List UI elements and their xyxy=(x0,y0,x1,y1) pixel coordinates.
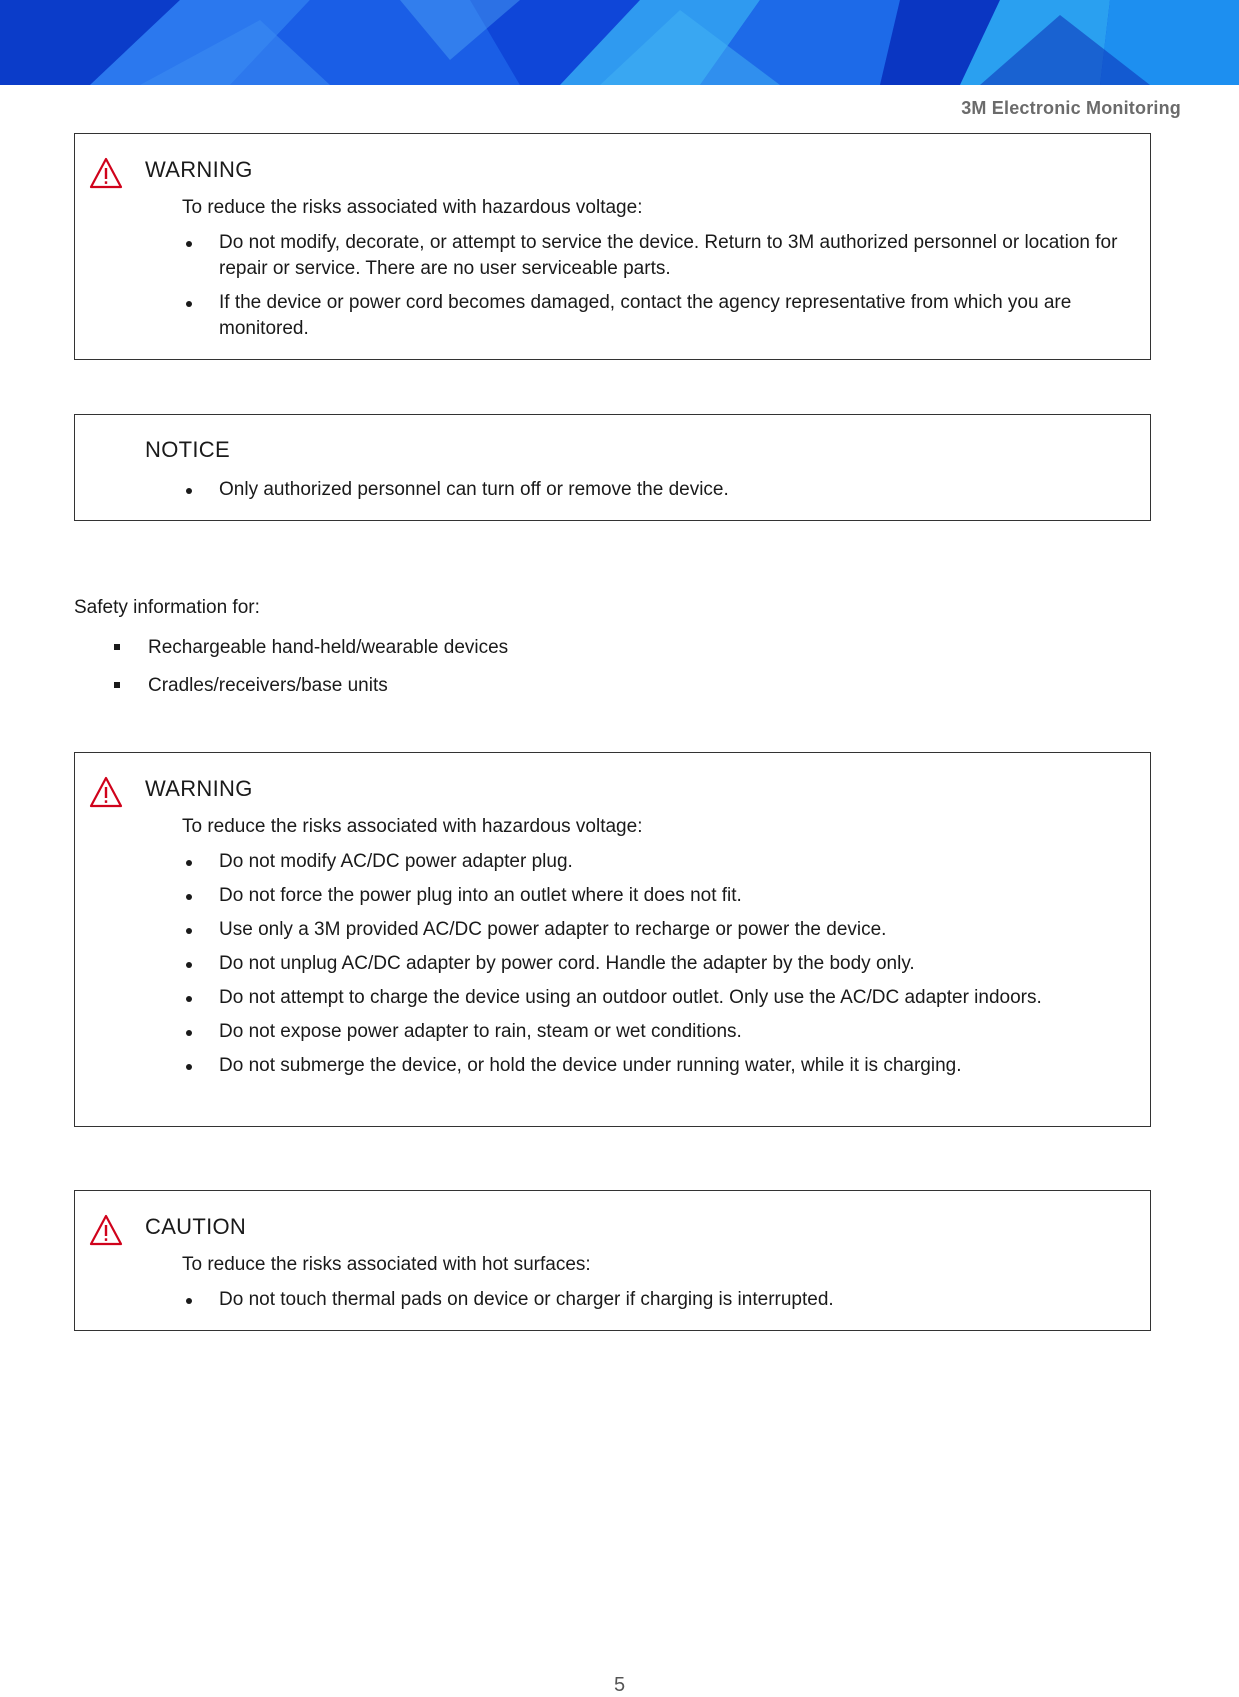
list-item: Do not touch thermal pads on device or charger if charging is interrupted. xyxy=(182,1287,1126,1313)
list-item: Only authorized personnel can turn off or remove the device. xyxy=(182,477,1126,503)
list-item: Do not submerge the device, or hold the device under running water, while it is charging. xyxy=(182,1053,1126,1079)
warning-triangle-icon xyxy=(89,157,123,189)
list-item: Do not modify, decorate, or attempt to service the device. Return to 3M authorized personnel or location for repair or service. There are no user serviceable parts. xyxy=(182,230,1126,282)
list-item: Do not force the power plug into an outlet where it does not fit. xyxy=(182,883,1126,909)
list-item: Do not attempt to charge the device using an outdoor outlet. Only use the AC/DC adapter indoors. xyxy=(182,985,1126,1011)
caution-box xyxy=(74,1190,1151,1331)
page-number: 5 xyxy=(613,1674,626,1696)
box-intro: To reduce the risks associated with hazardous voltage: xyxy=(182,197,643,218)
bullet-list xyxy=(182,849,1126,1087)
warning-triangle-icon xyxy=(89,776,123,808)
list-item: Do not modify AC/DC power adapter plug. xyxy=(182,849,1126,875)
warning-box-adapter xyxy=(74,752,1151,1127)
bullet-list xyxy=(182,230,1126,350)
warning-triangle-icon xyxy=(89,1214,123,1246)
header-banner xyxy=(0,0,1239,85)
box-title: WARNING xyxy=(145,157,253,182)
bullet-list xyxy=(182,1287,1126,1321)
list-item: Cradles/receivers/base units xyxy=(112,673,508,699)
banner-graphic xyxy=(0,0,1239,85)
safety-heading: Safety information for: xyxy=(74,597,260,618)
list-item: Rechargeable hand-held/wearable devices xyxy=(112,635,508,661)
box-title: CAUTION xyxy=(145,1214,247,1239)
list-item: If the device or power cord becomes damaged, contact the agency representative from which you are monitored. xyxy=(182,290,1126,342)
bullet-list xyxy=(182,477,1126,511)
box-title: WARNING xyxy=(145,776,253,801)
warning-box-voltage-service xyxy=(74,133,1151,360)
notice-box xyxy=(74,414,1151,521)
box-intro: To reduce the risks associated with hot surfaces: xyxy=(182,1254,591,1275)
box-intro: To reduce the risks associated with hazardous voltage: xyxy=(182,816,643,837)
list-item: Do not expose power adapter to rain, steam or wet conditions. xyxy=(182,1019,1126,1045)
list-item: Use only a 3M provided AC/DC power adapter to recharge or power the device. xyxy=(182,917,1126,943)
box-title: NOTICE xyxy=(145,437,230,462)
list-item: Do not unplug AC/DC adapter by power cord. Handle the adapter by the body only. xyxy=(182,951,1126,977)
safety-list xyxy=(112,635,508,711)
header-brand: 3M Electronic Monitoring xyxy=(961,98,1181,118)
